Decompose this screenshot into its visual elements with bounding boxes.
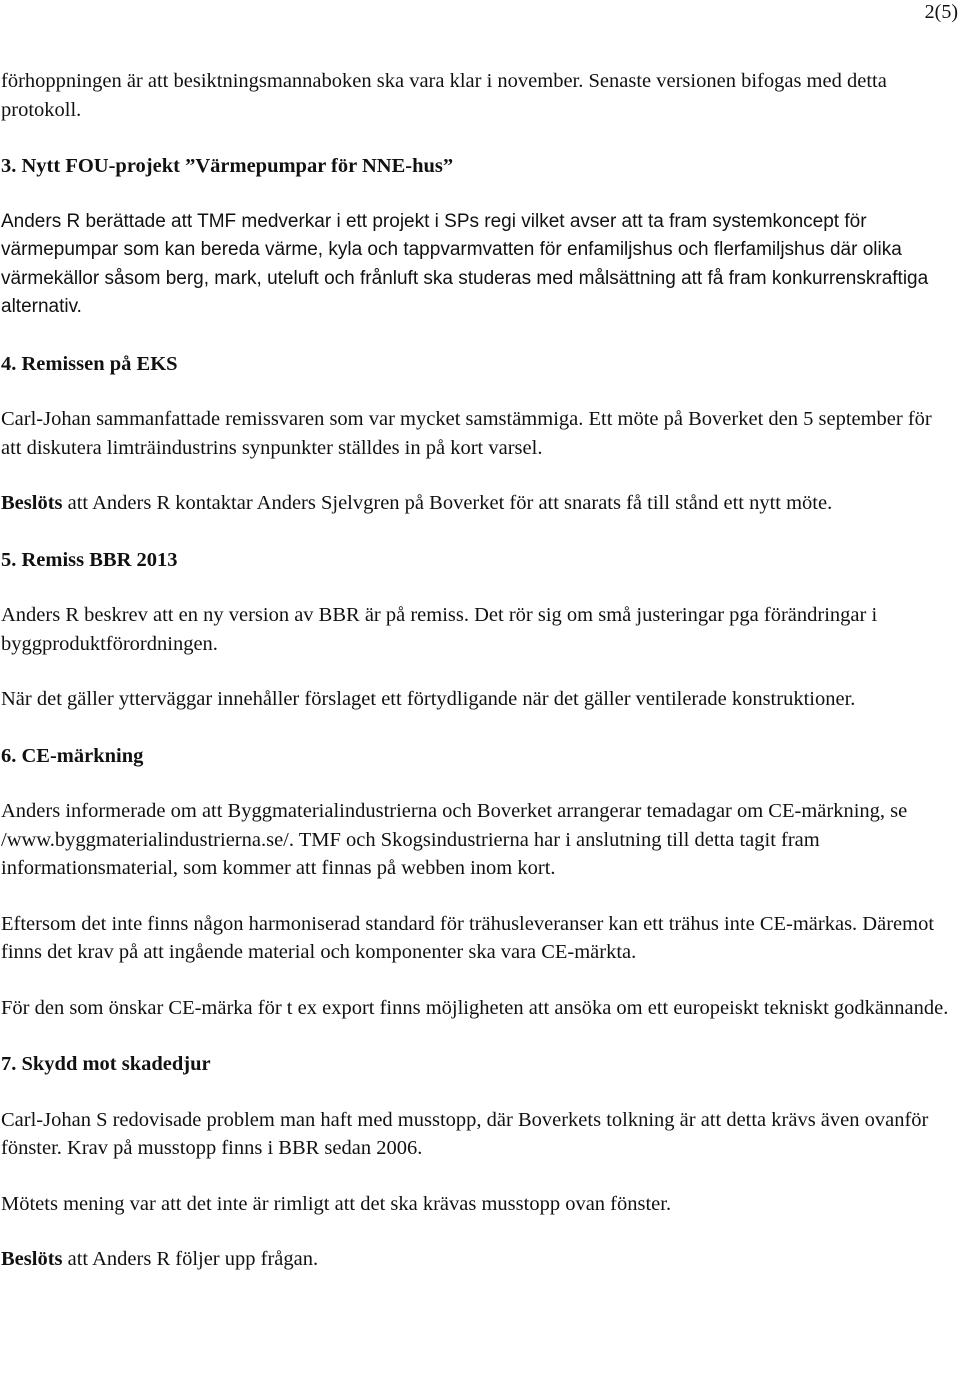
section-7-paragraph-1: Carl-Johan S redovisade problem man haft med musstopp, där Boverkets tolkning är att detta krävs även ovanför fönster. Krav på musstopp finns i BBR sedan 2006.	[1, 1108, 929, 1159]
section-3-body: Anders R berättade att TMF medverkar i ett projekt i SPs regi vilket avser att ta fram systemkoncept för värmepumpar som kan bereda värme, kyla och tappvarmvatten för enfamiljshus och flerfamiljshus där olika värmekällor såsom berg, mark, uteluft och frånluft ska studeras med målsättning att få fram konkurrenskraftiga alternativ.	[1, 210, 929, 317]
section-4-decision	[1, 489, 957, 518]
section-6-paragraph-1: Anders informerade om att Byggmaterialindustrierna och Boverket arrangerar temadagar om CE-märkning, se /www.byggmaterialindustrierna.se/. TMF och Skogsindustrierna har i anslutning till detta tagit fram informationsmaterial, som kommer att finnas på webben inom kort.	[1, 800, 908, 879]
section-6-heading: 6. CE-märkning	[1, 744, 144, 767]
page-number: 2(5)	[924, 1, 958, 23]
section-7-decision	[1, 1245, 957, 1274]
section-4-paragraph: Carl-Johan sammanfattade remissvaren som var mycket samstämmiga. Ett möte på Boverket den 5 september för att diskutera limträindustrins synpunkter ställdes in på kort varsel.	[1, 408, 932, 459]
section-3-heading: 3. Nytt FOU-projekt ”Värmepumpar för NNE-hus”	[1, 155, 454, 177]
section-3	[1, 152, 957, 322]
section-6	[1, 742, 957, 1023]
decision-text: att Anders R följer upp frågan.	[62, 1248, 319, 1270]
section-5-paragraph-1: Anders R beskrev att en ny version av BBR är på remiss. Det rör sig om små justeringar pga förändringar i byggproduktförordningen.	[1, 604, 878, 655]
section-6-paragraph-3: För den som önskar CE-märka för t ex export finns möjligheten att ansöka om ett europeiskt tekniskt godkännande.	[1, 996, 949, 1019]
document-body	[1, 67, 957, 1274]
section-5	[1, 546, 957, 714]
section-7-paragraph-2: Mötets mening var att det inte är rimligt att det ska krävas musstopp ovan fönster.	[1, 1192, 672, 1215]
section-4-heading: 4. Remissen på EKS	[1, 352, 178, 375]
section-6-paragraph-2: Eftersom det inte finns någon harmoniserad standard för trähusleveranser kan ett trähus inte CE-märkas. Däremot finns det krav på att ingående material och komponenter ska vara CE-märkta.	[1, 912, 935, 963]
section-4	[1, 350, 957, 518]
decision-text: att Anders R kontaktar Anders Sjelvgren på Boverket för att snarats få till stånd ett nytt möte.	[62, 492, 833, 514]
section-5-paragraph-2: När det gäller ytterväggar innehåller förslaget ett förtydligande när det gäller ventilerade konstruktioner.	[1, 688, 856, 710]
decision-label: Beslöts	[1, 1248, 63, 1270]
section-7	[1, 1050, 957, 1274]
decision-label: Beslöts	[1, 492, 63, 514]
intro-paragraph: förhoppningen är att besiktningsmannaboken ska vara klar i november. Senaste versionen bifogas med detta protokoll.	[1, 70, 887, 121]
section-5-heading: 5. Remiss BBR 2013	[1, 548, 178, 571]
section-7-heading: 7. Skydd mot skadedjur	[1, 1053, 211, 1075]
